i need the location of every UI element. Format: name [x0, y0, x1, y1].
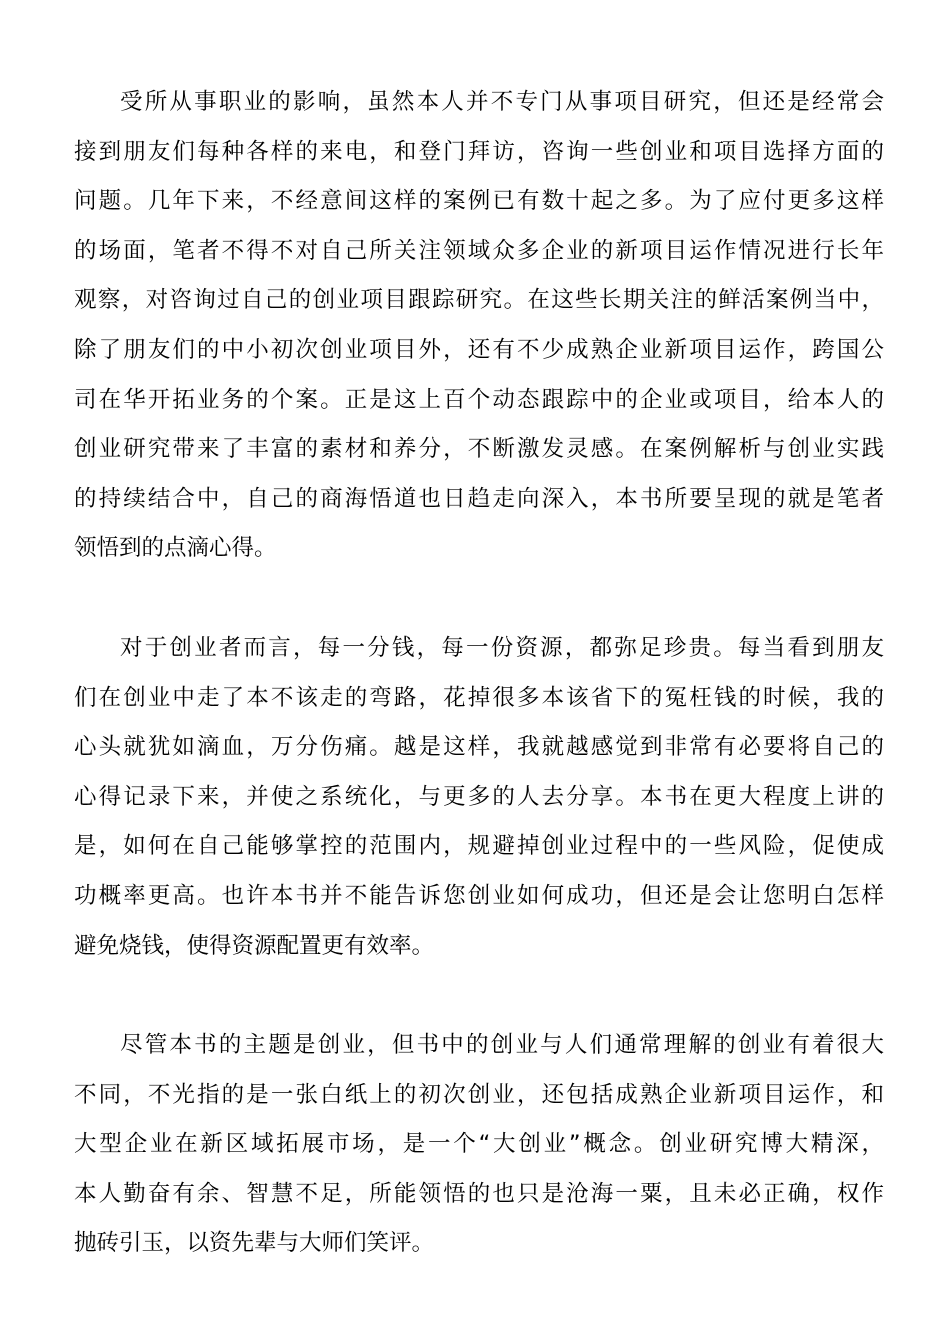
paragraph-line: 本人勤奋有余、智慧不足，所能领悟的也只是沧海一粟，且未必正确，权作 — [74, 1180, 884, 1207]
paragraph-spacer — [74, 574, 884, 624]
paragraph-line: 心得记录下来，并使之系统化，与更多的人去分享。本书在更大程度上讲的 — [74, 783, 884, 810]
paragraph-line: 司在华开拓业务的个案。正是这上百个动态跟踪中的企业或项目，给本人的 — [74, 386, 884, 413]
paragraph-line: 问题。几年下来，不经意间这样的案例已有数十起之多。为了应付更多这样 — [74, 188, 884, 215]
paragraph-line: 抛砖引玉，以资先辈与大师们笑评。 — [74, 1230, 435, 1257]
document-page — [74, 78, 884, 1269]
paragraph-line: 除了朋友们的中小初次创业项目外，还有不少成熟企业新项目运作，跨国公 — [74, 336, 884, 363]
paragraph-line: 们在创业中走了本不该走的弯路，花掉很多本该省下的冤枉钱的时候，我的 — [74, 684, 884, 711]
paragraph-line: 心头就犹如滴血，万分伤痛。越是这样，我就越感觉到非常有必要将自己的 — [74, 734, 884, 761]
paragraph-1 — [74, 78, 884, 574]
paragraph-line: 的持续结合中，自己的商海悟道也日趋走向深入，本书所要呈现的就是笔者 — [74, 485, 884, 512]
paragraph-spacer — [74, 971, 884, 1021]
paragraph-line: 避免烧钱，使得资源配置更有效率。 — [74, 932, 435, 959]
paragraph-line: 观察，对咨询过自己的创业项目跟踪研究。在这些长期关注的鲜活案例当中， — [74, 287, 884, 314]
paragraph-line: 创业研究带来了丰富的素材和养分，不断激发灵感。在案例解析与创业实践 — [74, 436, 884, 463]
paragraph-line: 对于创业者而言，每一分钱，每一份资源，都弥足珍贵。每当看到朋友 — [120, 634, 884, 661]
paragraph-line: 功概率更高。也许本书并不能告诉您创业如何成功，但还是会让您明白怎样 — [74, 882, 884, 909]
paragraph-line: 接到朋友们每种各样的来电，和登门拜访，咨询一些创业和项目选择方面的 — [74, 138, 884, 165]
paragraph-3 — [74, 1021, 884, 1269]
paragraph-line: 领悟到的点滴心得。 — [74, 535, 277, 562]
paragraph-line: 的场面，笔者不得不对自己所关注领域众多企业的新项目运作情况进行长年 — [74, 237, 884, 264]
paragraph-line: 不同，不光指的是一张白纸上的初次创业，还包括成熟企业新项目运作，和 — [74, 1081, 884, 1108]
paragraph-line: 大型企业在新区域拓展市场，是一个“大创业”概念。创业研究博大精深， — [74, 1131, 884, 1158]
paragraph-2 — [74, 624, 884, 971]
paragraph-line: 尽管本书的主题是创业，但书中的创业与人们通常理解的创业有着很大 — [120, 1032, 884, 1059]
paragraph-line: 是，如何在自己能够掌控的范围内，规避掉创业过程中的一些风险，促使成 — [74, 833, 884, 860]
paragraph-line: 受所从事职业的影响，虽然本人并不专门从事项目研究，但还是经常会 — [120, 89, 884, 115]
